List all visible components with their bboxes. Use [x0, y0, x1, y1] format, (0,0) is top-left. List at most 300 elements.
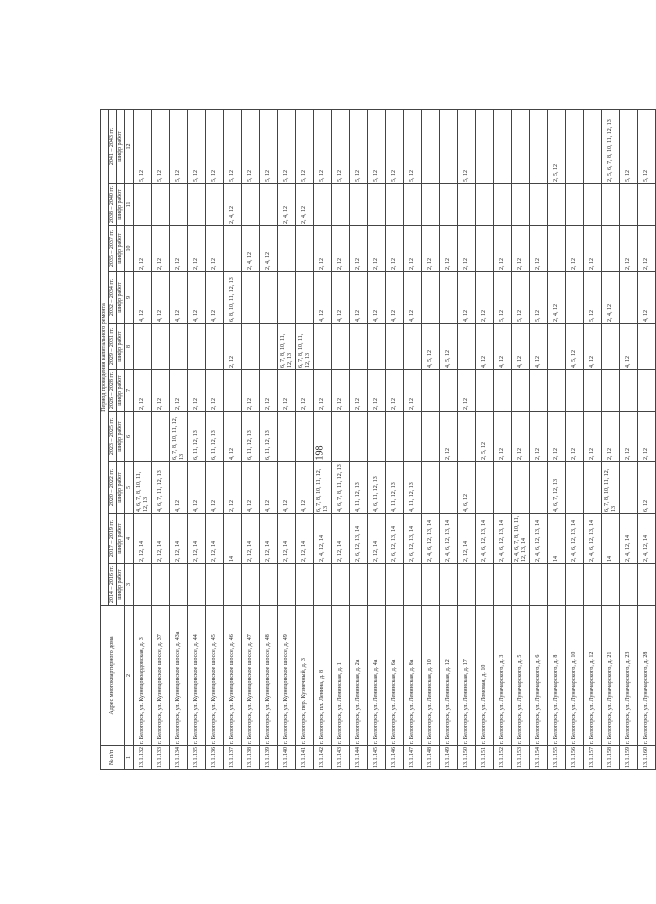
work-code-cell: 4, 5, 12: [566, 324, 584, 370]
work-code-cell: [440, 462, 458, 514]
work-code-cell: 2, 6, 12, 13, 14: [350, 514, 368, 564]
work-code-cell: [476, 109, 494, 183]
work-code-cell: 5, 12: [152, 109, 170, 183]
work-code-cell: 2, 12: [638, 412, 656, 462]
work-code-cell: [584, 564, 602, 606]
row-number: 13.1.140: [278, 746, 296, 770]
work-code-cell: [602, 370, 620, 412]
work-code-cell: 2, 12: [278, 370, 296, 412]
work-code-cell: 2, 12: [512, 226, 530, 272]
row-address: г. Белогорск, ул. Луначарского, д. 12: [584, 606, 602, 746]
work-code-cell: [440, 564, 458, 606]
work-code-cell: [332, 564, 350, 606]
work-code-cell: 2, 12: [440, 226, 458, 272]
work-code-cell: 2, 4, 12, 14: [620, 514, 638, 564]
work-code-cell: [386, 564, 404, 606]
work-code-cell: 2, 4, 6, 12, 13, 14: [494, 514, 512, 564]
work-code-cell: [638, 370, 656, 412]
work-code-cell: [170, 564, 188, 606]
header-period: 2026 – 2028 гг.: [109, 370, 117, 412]
work-code-cell: [584, 184, 602, 226]
work-code-cell: 5, 12: [260, 109, 278, 183]
work-code-cell: 4, 12: [224, 412, 242, 462]
work-code-cell: [602, 184, 620, 226]
work-code-cell: 5, 12: [296, 109, 314, 183]
work-code-cell: 5, 12: [188, 109, 206, 183]
work-code-cell: [476, 226, 494, 272]
row-number: 13.1.138: [242, 746, 260, 770]
row-address: г. Белогорск, ул. Ленинская, д. 2а: [350, 606, 368, 746]
work-code-cell: 4, 12: [170, 272, 188, 324]
work-code-cell: [548, 226, 566, 272]
work-code-cell: 2, 6, 12, 13, 14: [386, 514, 404, 564]
row-number: 13.1.136: [206, 746, 224, 770]
row-address: г. Белогорск, ул. Ленинская, д. 17: [458, 606, 476, 746]
work-code-cell: 5, 12: [530, 272, 548, 324]
header-column-number: 6: [125, 412, 134, 462]
work-code-cell: [458, 324, 476, 370]
work-code-cell: [422, 412, 440, 462]
row-address: г. Белогорск, ул. Ломовая, д. 10: [476, 606, 494, 746]
work-code-cell: [368, 184, 386, 226]
work-code-cell: [638, 184, 656, 226]
work-code-cell: 4, 12: [458, 272, 476, 324]
row-number: 13.1.154: [530, 746, 548, 770]
header-column-number: 12: [125, 109, 134, 183]
work-code-cell: 2, 12: [458, 370, 476, 412]
row-address: г. Белогорск, ул. Кузнецовское шоссе, д. 45: [206, 606, 224, 746]
table-row: [512, 109, 530, 769]
work-code-cell: [296, 272, 314, 324]
work-code-cell: 2, 12, 14: [152, 514, 170, 564]
table-row: [152, 109, 170, 769]
work-code-cell: 4, 11, 12, 13: [350, 462, 368, 514]
work-code-cell: 2, 12: [152, 226, 170, 272]
row-number: 13.1.135: [188, 746, 206, 770]
work-code-cell: 2, 12: [584, 226, 602, 272]
header-sub-label: шифр работ: [117, 272, 125, 324]
work-code-cell: 2, 12: [566, 412, 584, 462]
work-code-cell: [620, 272, 638, 324]
table-row: [404, 109, 422, 769]
table-row: [206, 109, 224, 769]
table-body: [134, 109, 656, 769]
work-code-cell: [548, 324, 566, 370]
row-address: г. Белогорск, ул. Луначарского, д. 21: [602, 606, 620, 746]
row-address: г. Белогорск, ул. Ленинская, д. 4а: [368, 606, 386, 746]
work-code-cell: 2, 12: [332, 226, 350, 272]
work-code-cell: [566, 184, 584, 226]
work-code-cell: [422, 370, 440, 412]
work-code-cell: [350, 412, 368, 462]
work-code-cell: [188, 324, 206, 370]
header-sub-label: шифр работ: [117, 184, 125, 226]
table-row: [602, 109, 620, 769]
header-column-number: 5: [125, 462, 134, 514]
row-number: 13.1.159: [620, 746, 638, 770]
work-code-cell: 5, 12: [134, 109, 152, 183]
work-code-cell: 5, 12: [512, 272, 530, 324]
work-code-cell: [368, 324, 386, 370]
work-code-cell: [530, 462, 548, 514]
work-code-cell: 2, 12, 14: [188, 514, 206, 564]
work-code-cell: [422, 109, 440, 183]
work-code-cell: 2, 12: [584, 412, 602, 462]
work-code-cell: 2, 5, 6, 7, 8, 10, 11, 12, 13: [602, 109, 620, 183]
table-row: [188, 109, 206, 769]
work-code-cell: 2, 4, 12: [548, 272, 566, 324]
header-period: 2014 – 2016 гг.: [109, 564, 117, 606]
work-code-cell: [494, 462, 512, 514]
work-code-cell: [566, 109, 584, 183]
work-code-cell: 2, 12: [386, 370, 404, 412]
header-period: 2038 – 2040 гг.: [109, 184, 117, 226]
row-number: 13.1.153: [512, 746, 530, 770]
table-row: [296, 109, 314, 769]
work-code-cell: [332, 412, 350, 462]
work-code-cell: 2, 12: [242, 370, 260, 412]
row-number: 13.1.147: [404, 746, 422, 770]
work-code-cell: 4, 12: [296, 462, 314, 514]
work-code-cell: [440, 109, 458, 183]
work-code-cell: [476, 462, 494, 514]
work-code-cell: 2, 12: [170, 370, 188, 412]
work-code-cell: 14: [602, 514, 620, 564]
work-code-cell: 2, 12, 14: [332, 514, 350, 564]
work-code-cell: 2, 12: [386, 226, 404, 272]
header-period: 2023 – 2025 гг.: [109, 412, 117, 462]
row-number: 13.1.144: [350, 746, 368, 770]
row-number: 13.1.156: [566, 746, 584, 770]
work-code-cell: 2, 12: [296, 370, 314, 412]
work-code-cell: 2, 4, 12: [224, 184, 242, 226]
work-code-cell: 2, 12: [134, 226, 152, 272]
work-code-cell: [242, 564, 260, 606]
row-address: г. Белогорск, ул. Луначарского, д. 28: [638, 606, 656, 746]
work-code-cell: 2, 12: [422, 226, 440, 272]
work-code-cell: [170, 184, 188, 226]
work-code-cell: [494, 109, 512, 183]
work-code-cell: 4, 12: [620, 324, 638, 370]
work-code-cell: 2, 12: [368, 226, 386, 272]
work-code-cell: 6, 11, 12, 13: [188, 412, 206, 462]
work-code-cell: 2, 12, 14: [368, 514, 386, 564]
work-code-cell: 4, 11, 12, 13: [404, 462, 422, 514]
row-address: г. Белогорск, ул. Ленинская, д. 1: [332, 606, 350, 746]
work-code-cell: 2, 4, 6, 12, 13, 14: [584, 514, 602, 564]
header-column-number: 4: [125, 514, 134, 564]
work-code-cell: 2, 12, 14: [170, 514, 188, 564]
work-code-cell: 2, 12: [566, 226, 584, 272]
work-code-cell: 2, 12: [638, 226, 656, 272]
work-code-cell: [314, 564, 332, 606]
work-code-cell: 4, 6, 12: [458, 462, 476, 514]
work-code-cell: [494, 370, 512, 412]
row-address: г. Белогорск, ул. Ленинская, д. 8а: [404, 606, 422, 746]
work-code-cell: [638, 324, 656, 370]
work-code-cell: 2, 12: [494, 412, 512, 462]
header-sub-label: шифр работ: [117, 412, 125, 462]
work-code-cell: 6, 11, 12, 13: [206, 412, 224, 462]
work-code-cell: 5, 12: [314, 109, 332, 183]
work-code-cell: 2, 6, 12, 13, 14: [404, 514, 422, 564]
work-code-cell: [242, 184, 260, 226]
row-address: г. Белогорск, ул. Кузнецовское шоссе, д. 46: [224, 606, 242, 746]
work-code-cell: 4, 5, 12: [440, 324, 458, 370]
work-code-cell: [620, 564, 638, 606]
header-sub-label: шифр работ: [117, 324, 125, 370]
row-number: 13.1.148: [422, 746, 440, 770]
work-code-cell: [476, 370, 494, 412]
work-code-cell: 2, 12, 14: [296, 514, 314, 564]
work-code-cell: [566, 272, 584, 324]
work-code-cell: [476, 564, 494, 606]
work-code-cell: [530, 184, 548, 226]
work-code-cell: [530, 109, 548, 183]
row-address: г. Белогорск, ул. Кузнецовское шоссе, д. 43а: [170, 606, 188, 746]
work-code-cell: 4, 12: [476, 324, 494, 370]
work-code-cell: 5, 12: [350, 109, 368, 183]
rotated-table-container: [100, 110, 649, 770]
work-code-cell: 5, 12: [206, 109, 224, 183]
work-code-cell: [566, 370, 584, 412]
header-column-number: 7: [125, 370, 134, 412]
work-code-cell: [422, 564, 440, 606]
work-code-cell: [584, 370, 602, 412]
work-code-cell: 2, 12, 14: [134, 514, 152, 564]
work-code-cell: 2, 12: [512, 412, 530, 462]
work-code-cell: 2, 12: [548, 412, 566, 462]
work-code-cell: 2, 12, 14: [242, 514, 260, 564]
work-code-cell: [188, 564, 206, 606]
work-code-cell: 2, 12: [602, 412, 620, 462]
work-code-cell: [422, 184, 440, 226]
work-code-cell: 4, 12: [152, 272, 170, 324]
work-code-cell: [476, 184, 494, 226]
work-code-cell: [296, 412, 314, 462]
row-address: г. Белогорск, ул. Луначарского, д. 23: [620, 606, 638, 746]
work-code-cell: 2, 12: [530, 226, 548, 272]
work-code-cell: [440, 272, 458, 324]
work-code-cell: 2, 12: [170, 226, 188, 272]
work-code-cell: [134, 564, 152, 606]
header-period: 2032 – 2034 гг.: [109, 272, 117, 324]
table-row: [278, 109, 296, 769]
work-code-cell: [584, 462, 602, 514]
work-code-cell: [458, 412, 476, 462]
work-code-cell: [224, 564, 242, 606]
work-code-cell: 5, 12: [170, 109, 188, 183]
work-code-cell: 4, 12: [530, 324, 548, 370]
row-address: г. Белогорск, ул. Ленинская, д. 12: [440, 606, 458, 746]
work-code-cell: 4, 12: [350, 272, 368, 324]
work-code-cell: 4, 12: [368, 272, 386, 324]
table-row: [440, 109, 458, 769]
work-code-cell: 2, 4, 12: [242, 226, 260, 272]
work-code-cell: 2, 12: [314, 226, 332, 272]
work-code-cell: 2, 12: [440, 412, 458, 462]
work-code-cell: [332, 184, 350, 226]
table-header: [101, 109, 134, 769]
work-code-cell: 2, 4, 12, 14: [638, 514, 656, 564]
work-code-cell: 6, 7, 8, 10, 11, 12, 13: [314, 462, 332, 514]
row-address: г. Белогорск, пер. Кузнечный, д. 3: [296, 606, 314, 746]
work-code-cell: [260, 272, 278, 324]
work-code-cell: [242, 272, 260, 324]
work-code-cell: 2, 4, 6, 12, 13, 14: [440, 514, 458, 564]
work-code-cell: 14: [224, 514, 242, 564]
work-code-cell: 5, 12: [620, 109, 638, 183]
work-code-cell: 4, 6, 7, 8, 10, 11, 12, 13: [134, 462, 152, 514]
work-code-cell: 4, 12: [260, 462, 278, 514]
work-code-cell: 2, 12: [206, 226, 224, 272]
work-code-cell: 4, 12: [188, 462, 206, 514]
header-sub-label: шифр работ: [117, 370, 125, 412]
capital-repair-schedule-table: [100, 109, 656, 770]
work-code-cell: [278, 412, 296, 462]
table-row: [422, 109, 440, 769]
row-address: г. Белогорск, ул. Кузнецовоардовская, д. 3: [134, 606, 152, 746]
work-code-cell: 5, 12: [386, 109, 404, 183]
table-row: [638, 109, 656, 769]
work-code-cell: [404, 184, 422, 226]
work-code-cell: 6, 7, 8, 10, 11, 12, 13: [296, 324, 314, 370]
work-code-cell: [566, 564, 584, 606]
work-code-cell: [350, 324, 368, 370]
header-period: 2041 – 2043 гг.: [109, 109, 117, 183]
work-code-cell: [620, 462, 638, 514]
work-code-cell: 6, 11, 12, 13: [260, 412, 278, 462]
work-code-cell: [602, 324, 620, 370]
header-column-number: 9: [125, 272, 134, 324]
table-row: [332, 109, 350, 769]
work-code-cell: [152, 324, 170, 370]
work-code-cell: [134, 412, 152, 462]
work-code-cell: 2, 4, 6, 12, 13, 14: [476, 514, 494, 564]
work-code-cell: 6, 8, 10, 11, 12, 13: [224, 272, 242, 324]
table-row: [584, 109, 602, 769]
row-number: 13.1.150: [458, 746, 476, 770]
row-address: г. Белогорск, ул. Кузнецовское шоссе, д. 47: [242, 606, 260, 746]
work-code-cell: [242, 324, 260, 370]
work-code-cell: 4, 12: [134, 272, 152, 324]
work-code-cell: [422, 272, 440, 324]
work-code-cell: 2, 12, 14: [206, 514, 224, 564]
work-code-cell: [494, 184, 512, 226]
work-code-cell: 2, 12: [206, 370, 224, 412]
work-code-cell: 4, 11, 12, 13: [386, 462, 404, 514]
work-code-cell: [386, 324, 404, 370]
row-address: г. Белогорск, ул. Ленинская, д. 10: [422, 606, 440, 746]
work-code-cell: [602, 564, 620, 606]
work-code-cell: 5, 12: [224, 109, 242, 183]
work-code-cell: 2, 4, 12: [602, 272, 620, 324]
work-code-cell: [206, 564, 224, 606]
work-code-cell: [494, 564, 512, 606]
table-row: [314, 109, 332, 769]
work-code-cell: 5, 12: [242, 109, 260, 183]
header-column-number: 10: [125, 226, 134, 272]
work-code-cell: [530, 370, 548, 412]
page-number-text: 198: [314, 445, 326, 461]
work-code-cell: [440, 370, 458, 412]
work-code-cell: 2, 12: [152, 370, 170, 412]
work-code-cell: 5, 12: [368, 109, 386, 183]
work-code-cell: 4, 6, 7, 12, 13: [548, 462, 566, 514]
work-code-cell: 4, 12: [512, 324, 530, 370]
header-column-numbers: [125, 109, 134, 769]
work-code-cell: 2, 12: [260, 370, 278, 412]
work-code-cell: [404, 412, 422, 462]
work-code-cell: 2, 4, 12, 14: [314, 514, 332, 564]
work-code-cell: 2, 12: [404, 226, 422, 272]
header-sub-label: шифр работ: [117, 514, 125, 564]
work-code-cell: 6, 7, 8, 10, 11, 12, 13: [170, 412, 188, 462]
table-row: [566, 109, 584, 769]
work-code-cell: 2, 12: [188, 226, 206, 272]
work-code-cell: 4, 12: [242, 462, 260, 514]
header-column-number: 1: [125, 746, 134, 770]
row-number: 13.1.132: [134, 746, 152, 770]
work-code-cell: [368, 412, 386, 462]
work-code-cell: [278, 226, 296, 272]
work-code-cell: [458, 564, 476, 606]
work-code-cell: [422, 462, 440, 514]
work-code-cell: 4, 12: [206, 272, 224, 324]
work-code-cell: [548, 370, 566, 412]
work-code-cell: [224, 370, 242, 412]
work-code-cell: 2, 4, 12: [278, 184, 296, 226]
work-code-cell: [602, 226, 620, 272]
work-code-cell: 2, 4, 6, 12, 13, 14: [530, 514, 548, 564]
header-sub-label: шифр работ: [117, 564, 125, 606]
work-code-cell: [512, 564, 530, 606]
header-address: Адрес многоквартирного дома: [101, 606, 125, 746]
row-number: 13.1.146: [386, 746, 404, 770]
work-code-cell: 2, 12: [458, 226, 476, 272]
row-number: 13.1.142: [314, 746, 332, 770]
work-code-cell: 4, 6, 11, 12, 13: [368, 462, 386, 514]
row-address: г. Белогорск, ул. Кузнецовское шоссе, д. 44: [188, 606, 206, 746]
work-code-cell: [638, 564, 656, 606]
work-code-cell: 4, 12: [188, 272, 206, 324]
work-code-cell: [278, 272, 296, 324]
work-code-cell: 6, 7, 8, 10, 11, 12, 13: [602, 462, 620, 514]
work-code-cell: 4, 12: [584, 324, 602, 370]
work-code-cell: 2, 12: [620, 412, 638, 462]
work-code-cell: 2, 12: [530, 412, 548, 462]
work-code-cell: 2, 12: [494, 226, 512, 272]
table-row: [350, 109, 368, 769]
work-code-cell: 5, 12: [332, 109, 350, 183]
row-number: 13.1.155: [548, 746, 566, 770]
header-sub-label: шифр работ: [117, 109, 125, 183]
work-code-cell: 5, 12: [278, 109, 296, 183]
header-column-number: 8: [125, 324, 134, 370]
work-code-cell: [368, 564, 386, 606]
work-code-cell: 4, 12: [386, 272, 404, 324]
header-period: 2029 – 2031 гг.: [109, 324, 117, 370]
header-period: 2020 – 2022 гг.: [109, 462, 117, 514]
header-sub-label: шифр работ: [117, 462, 125, 514]
work-code-cell: [512, 462, 530, 514]
work-code-cell: 4, 12: [314, 272, 332, 324]
work-code-cell: [458, 184, 476, 226]
work-code-cell: 4, 12: [638, 272, 656, 324]
work-code-cell: 4, 12: [332, 272, 350, 324]
work-code-cell: [170, 324, 188, 370]
work-code-cell: 2, 4, 6, 12, 13, 14: [566, 514, 584, 564]
